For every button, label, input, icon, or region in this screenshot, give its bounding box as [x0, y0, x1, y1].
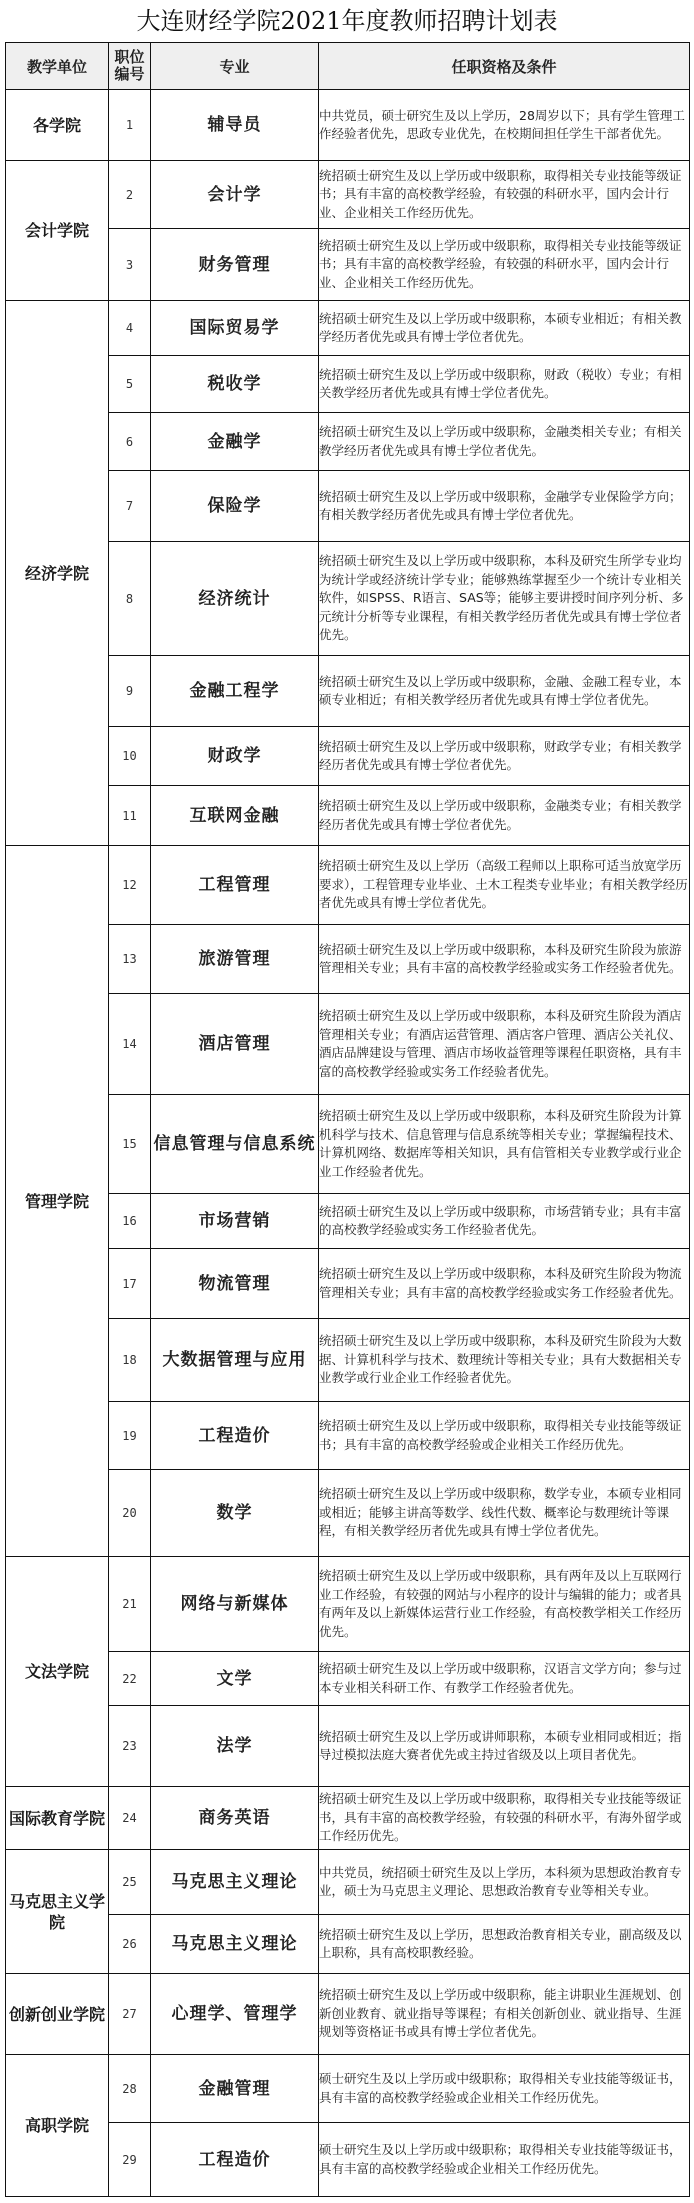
requirements-cell: 中共党员，统招硕士研究生及以上学历，本科须为思想政治教育专业，硕士为马克思主义理论、思想政治教育专业等相关专业。: [319, 1850, 690, 1915]
major-cell: 物流管理: [151, 1249, 319, 1319]
major-cell: 工程造价: [151, 1402, 319, 1470]
position-number-cell: 11: [109, 786, 151, 846]
position-number-cell: 6: [109, 413, 151, 471]
table-row: [6, 90, 690, 161]
major-cell: 信息管理与信息系统: [151, 1095, 319, 1194]
major-cell: 经济统计: [151, 542, 319, 656]
table-row: [6, 542, 690, 656]
teaching-unit-cell: 经济学院: [6, 301, 109, 846]
requirements-cell: 统招硕士研究生及以上学历或中级职称，金融类专业；有相关教学经历者优先或具有博士学位者优先。: [319, 786, 690, 846]
table-row: [6, 1095, 690, 1194]
teaching-unit-cell: 创新创业学院: [6, 1974, 109, 2055]
position-number-cell: 9: [109, 656, 151, 727]
position-number-cell: 28: [109, 2055, 151, 2123]
major-cell: 商务英语: [151, 1787, 319, 1850]
table-row: [6, 1787, 690, 1850]
position-number-cell: 5: [109, 356, 151, 413]
requirements-cell: 统招硕士研究生及以上学历或中级职称，本科及研究生阶段为酒店管理相关专业；有酒店运营管理、酒店客户管理、酒店公关礼仪、酒店品牌建设与管理、酒店市场收益管理等课程任职资格，具有丰富的高校教学经验或实务工作经验者优先。: [319, 994, 690, 1095]
major-cell: 旅游管理: [151, 925, 319, 994]
position-number-cell: 29: [109, 2123, 151, 2197]
position-number-cell: 12: [109, 846, 151, 925]
major-cell: 税收学: [151, 356, 319, 413]
teaching-unit-cell: 文法学院: [6, 1557, 109, 1787]
table-row: [6, 1249, 690, 1319]
teaching-unit-cell: 国际教育学院: [6, 1787, 109, 1850]
table-row: [6, 1915, 690, 1974]
requirements-cell: 统招硕士研究生及以上学历或中级职称，财政（税收）专业；有相关教学经历者优先或具有博士学位者优先。: [319, 356, 690, 413]
position-number-cell: 25: [109, 1850, 151, 1915]
table-row: [6, 1974, 690, 2055]
table-row: [6, 2123, 690, 2197]
position-number-cell: 17: [109, 1249, 151, 1319]
major-cell: 国际贸易学: [151, 301, 319, 356]
major-cell: 金融学: [151, 413, 319, 471]
table-row: [6, 301, 690, 356]
table-row: [6, 229, 690, 301]
header-major: 专业: [151, 43, 319, 90]
requirements-cell: 统招硕士研究生及以上学历或中级职称，本硕专业相近；有相关教学经历者优先或具有博士学位者优先。: [319, 301, 690, 356]
table-row: [6, 471, 690, 542]
major-cell: 文学: [151, 1652, 319, 1706]
table-row: [6, 1652, 690, 1706]
major-cell: 大数据管理与应用: [151, 1319, 319, 1402]
position-number-cell: 19: [109, 1402, 151, 1470]
major-cell: 互联网金融: [151, 786, 319, 846]
requirements-cell: 统招硕士研究生及以上学历或中级职称，金融类相关专业；有相关教学经历者优先或具有博士学位者优先。: [319, 413, 690, 471]
table-row: [6, 356, 690, 413]
position-number-cell: 15: [109, 1095, 151, 1194]
major-cell: 会计学: [151, 161, 319, 229]
requirements-cell: 统招硕士研究生及以上学历或中级职称，金融学专业保险学方向；有相关教学经历者优先或具有博士学位者优先。: [319, 471, 690, 542]
teaching-unit-cell: 高职学院: [6, 2055, 109, 2197]
requirements-cell: 统招硕士研究生及以上学历或中级职称，具有两年及以上互联网行业工作经验，有较强的网站与小程序的设计与编辑的能力；或者具有两年及以上新媒体运营行业工作经验，有高校教学相关工作经历优先。: [319, 1557, 690, 1652]
major-cell: 马克思主义理论: [151, 1915, 319, 1974]
position-number-cell: 14: [109, 994, 151, 1095]
position-number-cell: 20: [109, 1470, 151, 1557]
table-row: [6, 2055, 690, 2123]
requirements-cell: 统招硕士研究生及以上学历或中级职称，本科及研究生所学专业均为统计学或经济统计学专业；能够熟练掌握至少一个统计专业相关软件，如SPSS、R语言、SAS等；能够主要讲授时间序列分析、多元统计分析等专业课程，有相关教学经历者优先或具有博士学位者优先。: [319, 542, 690, 656]
requirements-cell: 统招硕士研究生及以上学历或中级职称，本科及研究生阶段为计算机科学与技术、信息管理与信息系统等相关专业；掌握编程技术、计算机网络、数据库等相关知识，具有信管相关专业教学或行业企业工作经验者优先。: [319, 1095, 690, 1194]
requirements-cell: 统招硕士研究生及以上学历或中级职称，本科及研究生阶段为大数据、计算机科学与技术、数理统计等相关专业；具有大数据相关专业教学或行业企业工作经验者优先。: [319, 1319, 690, 1402]
table-header-row: [6, 43, 690, 90]
position-number-cell: 27: [109, 1974, 151, 2055]
header-unit: 教学单位: [6, 43, 109, 90]
table-row: [6, 846, 690, 925]
position-number-cell: 8: [109, 542, 151, 656]
requirements-cell: 统招硕士研究生及以上学历或中级职称，金融、金融工程专业，本硕专业相近；有相关教学经历者优先或具有博士学位者优先。: [319, 656, 690, 727]
table-row: [6, 1319, 690, 1402]
major-cell: 法学: [151, 1706, 319, 1787]
major-cell: 财政学: [151, 727, 319, 786]
table-row: [6, 161, 690, 229]
teaching-unit-cell: 会计学院: [6, 161, 109, 301]
major-cell: 市场营销: [151, 1194, 319, 1249]
position-number-cell: 4: [109, 301, 151, 356]
requirements-cell: 硕士研究生及以上学历或中级职称；取得相关专业技能等级证书，具有丰富的高校教学经验或企业相关工作经历优先。: [319, 2123, 690, 2197]
major-cell: 保险学: [151, 471, 319, 542]
position-number-cell: 22: [109, 1652, 151, 1706]
requirements-cell: 统招硕士研究生及以上学历或中级职称，取得相关专业技能等级证书；具有丰富的高校教学经验，有较强的科研水平，国内会计行业、企业相关工作经历优先。: [319, 161, 690, 229]
major-cell: 数学: [151, 1470, 319, 1557]
requirements-cell: 统招硕士研究生及以上学历或中级职称，取得相关专业技能等级证书；具有丰富的高校教学经验或企业相关工作经历优先。: [319, 1402, 690, 1470]
position-number-cell: 1: [109, 90, 151, 161]
table-row: [6, 1194, 690, 1249]
position-number-cell: 2: [109, 161, 151, 229]
table-row: [6, 727, 690, 786]
teaching-unit-cell: 各学院: [6, 90, 109, 161]
position-number-cell: 23: [109, 1706, 151, 1787]
position-number-cell: 18: [109, 1319, 151, 1402]
major-cell: 工程造价: [151, 2123, 319, 2197]
requirements-cell: 统招硕士研究生及以上学历或讲师职称，本硕专业相同或相近；指导过模拟法庭大赛者优先或主持过省级及以上项目者优先。: [319, 1706, 690, 1787]
major-cell: 金融管理: [151, 2055, 319, 2123]
table-row: [6, 1850, 690, 1915]
major-cell: 财务管理: [151, 229, 319, 301]
table-row: [6, 1557, 690, 1652]
requirements-cell: 统招硕士研究生及以上学历或中级职称，取得相关专业技能等级证书；具有丰富的高校教学经验，有较强的科研水平，国内会计行业、企业相关工作经历优先。: [319, 229, 690, 301]
requirements-cell: 统招硕士研究生及以上学历（高级工程师以上职称可适当放宽学历要求），工程管理专业毕业、土木工程类专业毕业；有相关教学经历者优先或具有博士学位者优先。: [319, 846, 690, 925]
requirements-cell: 统招硕士研究生及以上学历或中级职称，市场营销专业；具有丰富的高校教学经验或实务工作经验者优先。: [319, 1194, 690, 1249]
major-cell: 马克思主义理论: [151, 1850, 319, 1915]
recruitment-plan-table: [5, 42, 690, 2197]
page-title: 大连财经学院2021年度教师招聘计划表: [136, 7, 558, 35]
position-number-cell: 13: [109, 925, 151, 994]
position-number-cell: 7: [109, 471, 151, 542]
position-number-cell: 21: [109, 1557, 151, 1652]
requirements-cell: 统招硕士研究生及以上学历或中级职称，取得相关专业技能等级证书，具有丰富的高校教学经验，有较强的科研水平，有海外留学或工作经历优先。: [319, 1787, 690, 1850]
header-position-number: [109, 43, 151, 90]
major-cell: 网络与新媒体: [151, 1557, 319, 1652]
table-row: [6, 925, 690, 994]
header-position-number-label: 职位编号: [114, 48, 145, 83]
requirements-cell: 中共党员，硕士研究生及以上学历，28周岁以下；具有学生管理工作经验者优先，思政专业优先，在校期间担任学生干部者优先。: [319, 90, 690, 161]
major-cell: 酒店管理: [151, 994, 319, 1095]
major-cell: 工程管理: [151, 846, 319, 925]
major-cell: 辅导员: [151, 90, 319, 161]
table-row: [6, 786, 690, 846]
table-row: [6, 656, 690, 727]
table-row: [6, 994, 690, 1095]
position-number-cell: 26: [109, 1915, 151, 1974]
major-cell: 心理学、管理学: [151, 1974, 319, 2055]
requirements-cell: 统招硕士研究生及以上学历或中级职称，财政学专业；有相关教学经历者优先或具有博士学位者优先。: [319, 727, 690, 786]
requirements-cell: 统招硕士研究生及以上学历或中级职称，汉语言文学方向；参与过本专业相关科研工作、有教学工作经验者优先。: [319, 1652, 690, 1706]
position-number-cell: 3: [109, 229, 151, 301]
requirements-cell: 统招硕士研究生及以上学历或中级职称，数学专业，本硕专业相同或相近；能够主讲高等数学、线性代数、概率论与数理统计等课程，有相关教学经历者优先或具有博士学位者优先。: [319, 1470, 690, 1557]
position-number-cell: 24: [109, 1787, 151, 1850]
major-cell: 金融工程学: [151, 656, 319, 727]
requirements-cell: 硕士研究生及以上学历或中级职称；取得相关专业技能等级证书，具有丰富的高校教学经验或企业相关工作经历优先。: [319, 2055, 690, 2123]
position-number-cell: 10: [109, 727, 151, 786]
header-requirements: 任职资格及条件: [319, 43, 690, 90]
requirements-cell: 统招硕士研究生及以上学历或中级职称，本科及研究生阶段为旅游管理相关专业；具有丰富的高校教学经验或实务工作经验者优先。: [319, 925, 690, 994]
table-row: [6, 1470, 690, 1557]
position-number-cell: 16: [109, 1194, 151, 1249]
table-row: [6, 413, 690, 471]
requirements-cell: 统招硕士研究生及以上学历或中级职称，能主讲职业生涯规划、创新创业教育、就业指导等课程；有相关创新创业、就业指导、生涯规划等资格证书或具有博士学位者优先。: [319, 1974, 690, 2055]
teaching-unit-cell: 马克思主义学院: [6, 1850, 109, 1974]
table-row: [6, 1402, 690, 1470]
requirements-cell: 统招硕士研究生及以上学历，思想政治教育相关专业，副高级及以上职称，具有高校职教经验。: [319, 1915, 690, 1974]
table-row: [6, 1706, 690, 1787]
teaching-unit-cell: 管理学院: [6, 846, 109, 1557]
requirements-cell: 统招硕士研究生及以上学历或中级职称，本科及研究生阶段为物流管理相关专业；具有丰富的高校教学经验或实务工作经验者优先。: [319, 1249, 690, 1319]
